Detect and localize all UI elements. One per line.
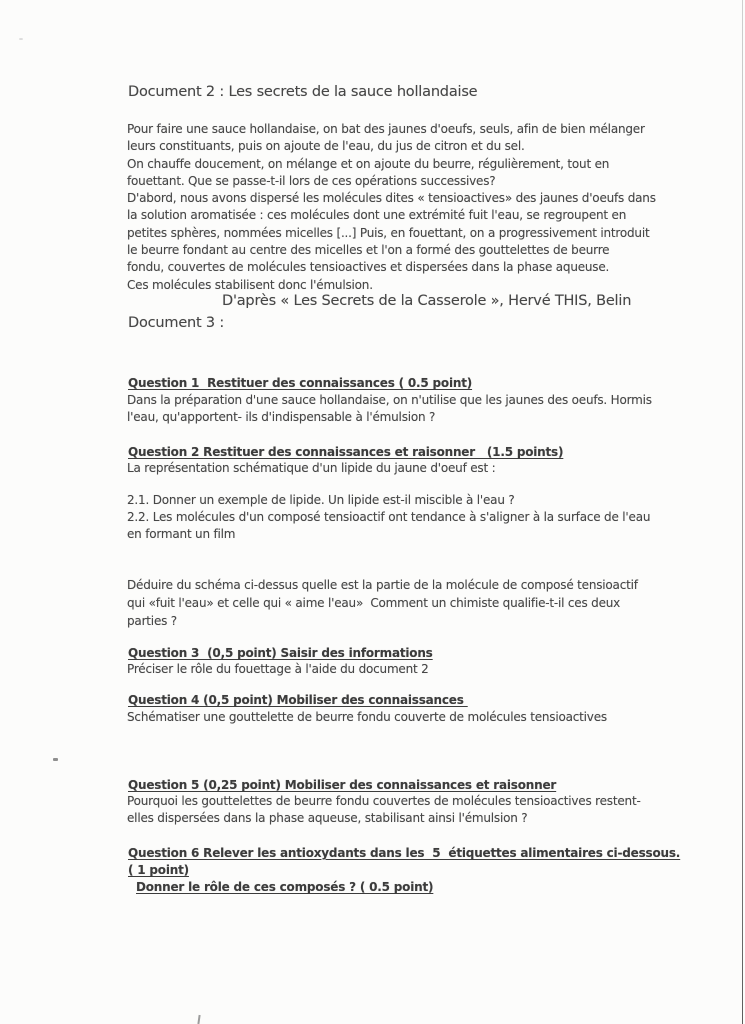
document3-label: Document 3 :: [128, 315, 225, 331]
paragraph-line: D'abord, nous avons dispersé les molécules dites « tensioactives» des jaunes d'oeufs dans: [127, 191, 656, 206]
paragraph-line: fouettant. Que se passe-t-il lors de ces opérations successives?: [127, 173, 496, 188]
paragraph-line: leurs constituants, puis on ajoute de l'eau, du jus de citron et du sel.: [127, 139, 525, 154]
document2-title: Document 2 : Les secrets de la sauce hollandaise: [128, 84, 478, 100]
question3-heading: Question 3 (0,5 point) Saisir des informations: [128, 646, 433, 660]
question5-line: elles dispersées dans la phase aqueuse, stabilisant ainsi l'émulsion ?: [127, 811, 528, 826]
paragraph-line: la solution aromatisée : ces molécules dont une extrémité fuit l'eau, se regroupent en: [127, 208, 627, 223]
question2-deduce-line: parties ?: [127, 614, 177, 628]
question3-body: Préciser le rôle du fouettage à l'aide du document 2: [127, 662, 429, 676]
question5-heading: Question 5 (0,25 point) Mobiliser des connaissances et raisonner: [128, 778, 557, 792]
question2-heading: Question 2 Restituer des connaissances et raisonner (1.5 points): [128, 445, 564, 459]
question2-sub1: 2.1. Donner un exemple de lipide. Un lipide est-il miscible à l'eau ?: [127, 493, 515, 507]
paragraph-line: On chauffe doucement, on mélange et on ajoute du beurre, régulièrement, tout en: [127, 156, 610, 171]
question2-deduce: [127, 576, 638, 630]
paragraph-line: Pour faire une sauce hollandaise, on bat des jaunes d'oeufs, seuls, afin de bien mélanger: [127, 122, 645, 136]
question1-line: l'eau, qu'apportent- ils d'indispensable à l'émulsion ?: [127, 410, 436, 425]
paragraph-line: fondu, couvertes de molécules tensioactives et dispersées dans la phase aqueuse.: [127, 260, 610, 275]
question4-heading: Question 4 (0,5 point) Mobiliser des connaissances: [128, 693, 468, 707]
question2-intro: La représentation schématique d'un lipide du jaune d'oeuf est :: [127, 461, 496, 475]
paragraph-line: Ces molécules stabilisent donc l'émulsion.: [127, 277, 373, 292]
document2-paragraph: [127, 121, 656, 294]
scan-artifact-right-edge: [742, 0, 744, 1024]
question4-body: Schématiser une gouttelette de beurre fondu couverte de molécules tensioactives: [127, 710, 607, 724]
scan-artifact-speck: [19, 38, 23, 40]
question2-deduce-line: qui «fuit l'eau» et celle qui « aime l'eau» Comment un chimiste qualifie-t-il ces deux: [127, 596, 621, 610]
scan-artifact-bottom-tick: [197, 1015, 200, 1024]
question2-sub2: [127, 509, 650, 544]
source-attribution: D'après « Les Secrets de la Casserole », Hervé THIS, Belin: [222, 293, 632, 309]
question6-heading-line: ( 1 point): [128, 863, 189, 878]
question2-sub2-line: 2.2. Les molécules d'un composé tensioactif ont tendance à s'aligner à la surface de l'eau: [127, 510, 651, 524]
question6-sub: Donner le rôle de ces composés ? ( 0.5 point): [136, 880, 434, 894]
question2-deduce-line: Déduire du schéma ci-dessus quelle est la partie de la molécule de composé tensioactif: [127, 578, 638, 592]
question1-heading: Question 1 Restituer des connaissances ( 0.5 point): [128, 376, 473, 390]
question1-line: Dans la préparation d'une sauce hollandaise, on n'utilise que les jaunes des oeufs. Hormis: [127, 393, 652, 407]
question6-heading-line: Question 6 Relever les antioxydants dans les 5 étiquettes alimentaires ci-dessous.: [128, 846, 681, 860]
question2-sub2-line: en formant un film: [127, 527, 236, 542]
scan-artifact-speck: [53, 758, 58, 761]
paragraph-line: petites sphères, nommées micelles [...] Puis, en fouettant, on a progressivement introduit: [127, 225, 650, 240]
question5-line: Pourquoi les gouttelettes de beurre fondu couvertes de molécules tensioactives restent-: [127, 794, 641, 808]
question6-heading: [128, 845, 680, 880]
paragraph-line: le beurre fondant au centre des micelles et l'on a formé des gouttelettes de beurre: [127, 243, 610, 258]
question5-body: [127, 793, 641, 828]
question1-body: [127, 392, 652, 427]
